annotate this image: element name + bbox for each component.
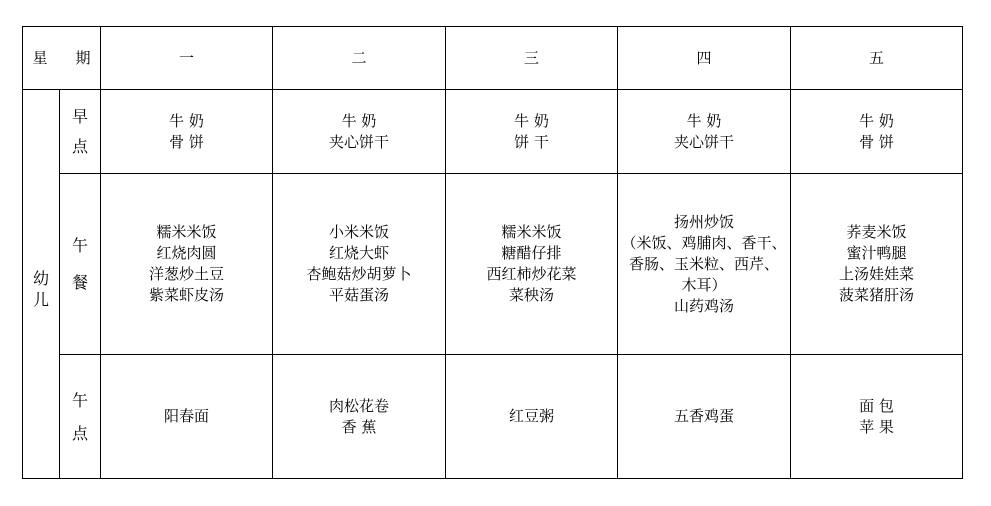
day-header-wed: 三 xyxy=(446,27,618,90)
menu-item: （米饭、鸡脯肉、香干、 xyxy=(621,233,787,252)
meal-label-afternoon-snack xyxy=(60,355,101,479)
menu-item: 肉松花卷 xyxy=(328,396,389,415)
day-header-thu: 四 xyxy=(618,27,791,90)
menu-item: 苹 果 xyxy=(859,417,894,436)
group-label-char-1: 幼 xyxy=(32,269,49,288)
menu-item: 紫菜虾皮汤 xyxy=(148,286,224,304)
menu-item: 夹心饼干 xyxy=(328,132,389,151)
menu-item: 小米米饭 xyxy=(328,223,389,241)
menu-item: 五香鸡蛋 xyxy=(673,407,734,425)
menu-item: 糯米米饭 xyxy=(501,223,562,241)
menu-item: 菠菜猪肝汤 xyxy=(838,286,914,304)
menu-item: 上汤娃娃菜 xyxy=(838,265,914,283)
meal-label-char: 午 xyxy=(71,390,88,410)
menu-item: 骨 饼 xyxy=(169,132,204,151)
menu-item: 洋葱炒土豆 xyxy=(148,265,224,283)
menu-item: 牛 奶 xyxy=(686,111,722,130)
menu-item: 饼 干 xyxy=(514,132,549,151)
menu-item: 糖醋仔排 xyxy=(501,244,562,262)
snack-cell-fri xyxy=(791,355,963,479)
menu-item: 面 包 xyxy=(859,396,894,415)
menu-item: 夹心饼干 xyxy=(673,132,734,151)
menu-item: 香肠、玉米粒、西芹、 xyxy=(628,254,779,273)
meal-label-char: 点 xyxy=(71,423,88,443)
menu-item: 红豆粥 xyxy=(508,407,554,425)
afternoon-snack-row xyxy=(23,355,963,479)
menu-item: 菜秧汤 xyxy=(508,286,554,304)
lunch-cell-wed xyxy=(446,174,618,355)
week-label-char-1: 星 xyxy=(32,48,48,67)
menu-item: 糯米米饭 xyxy=(156,223,217,241)
week-label-char-2: 期 xyxy=(75,48,91,67)
menu-item: 牛 奶 xyxy=(341,111,377,130)
snack-cell-mon xyxy=(101,355,273,479)
group-label-char-2: 儿 xyxy=(32,290,49,309)
snack-cell-thu xyxy=(618,355,791,479)
lunch-cell-thu xyxy=(618,174,791,355)
menu-item: 牛 奶 xyxy=(859,111,894,130)
breakfast-row xyxy=(23,90,963,174)
day-header-mon: 一 xyxy=(101,27,273,90)
menu-item: 山药鸡汤 xyxy=(673,296,734,315)
menu-item: 杏鲍菇炒胡萝卜 xyxy=(306,265,412,283)
snack-cell-wed xyxy=(446,355,618,479)
lunch-cell-mon xyxy=(101,174,273,355)
menu-item: 红烧肉圆 xyxy=(156,244,217,262)
breakfast-cell-thu xyxy=(618,90,791,174)
meal-label-char: 午 xyxy=(71,236,88,255)
menu-item: 扬州炒饭 xyxy=(673,212,734,231)
group-label-cell xyxy=(23,90,60,479)
breakfast-cell-fri xyxy=(791,90,963,174)
menu-item: 牛 奶 xyxy=(514,111,549,130)
meal-label-breakfast xyxy=(60,90,101,174)
meal-label-char: 早 xyxy=(71,107,88,126)
breakfast-cell-wed xyxy=(446,90,618,174)
menu-item: 蜜汁鸭腿 xyxy=(846,244,907,262)
menu-item: 香 蕉 xyxy=(341,417,377,436)
menu-item: 平菇蛋汤 xyxy=(328,286,389,304)
menu-item: 西红柿炒花菜 xyxy=(486,265,577,283)
day-header-fri: 五 xyxy=(791,27,963,90)
snack-cell-tue xyxy=(273,355,446,479)
meal-label-char: 餐 xyxy=(71,273,88,292)
meal-label-char: 点 xyxy=(71,137,88,156)
day-header-tue: 二 xyxy=(273,27,446,90)
menu-item: 牛 奶 xyxy=(169,111,204,130)
lunch-cell-fri xyxy=(791,174,963,355)
menu-item: 红烧大虾 xyxy=(328,244,389,262)
lunch-row xyxy=(23,174,963,355)
menu-item: 骨 饼 xyxy=(859,132,894,151)
meal-label-lunch xyxy=(60,174,101,355)
breakfast-cell-mon xyxy=(101,90,273,174)
weekly-menu-table xyxy=(22,26,963,479)
header-row xyxy=(23,27,963,90)
menu-item: 木耳） xyxy=(681,275,727,294)
breakfast-cell-tue xyxy=(273,90,446,174)
menu-item: 荞麦米饭 xyxy=(846,223,907,241)
lunch-cell-tue xyxy=(273,174,446,355)
week-label-cell xyxy=(23,27,101,90)
menu-item: 阳春面 xyxy=(163,407,209,425)
